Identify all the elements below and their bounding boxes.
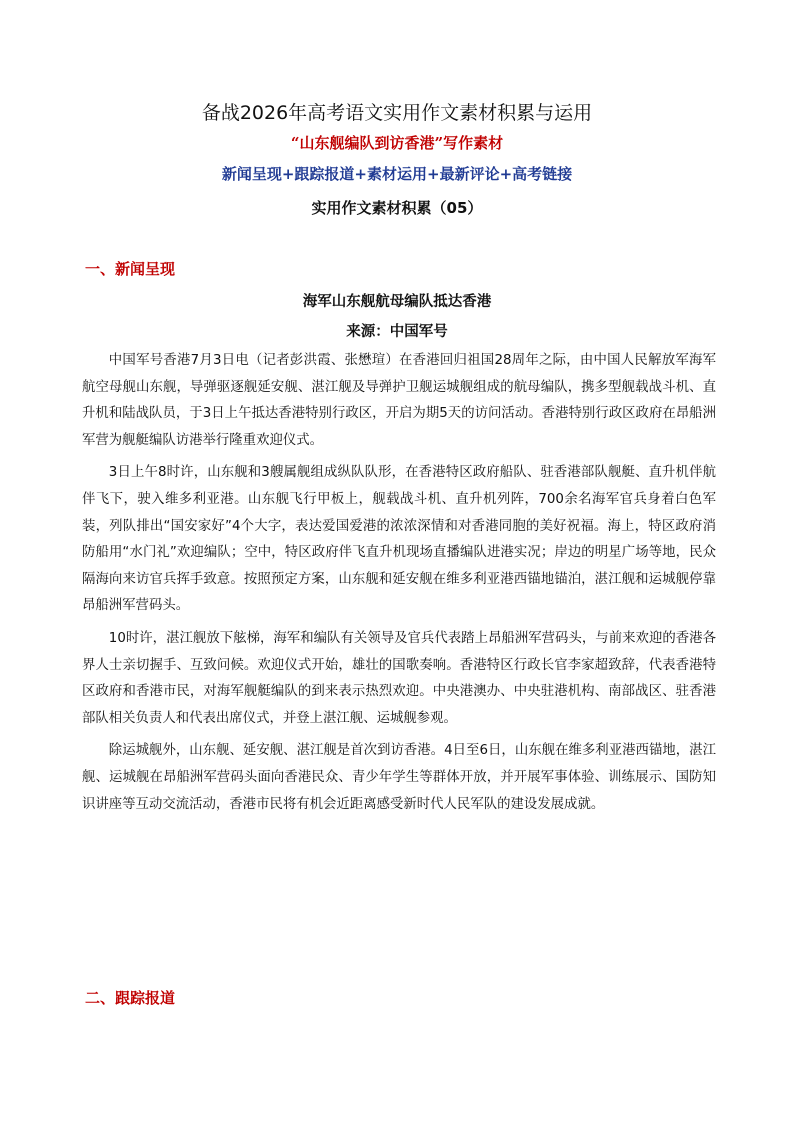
article-body [82, 348, 716, 824]
article-source: 来源：中国军号 [346, 324, 448, 340]
content-outline-line: 新闻呈现+跟踪报道+素材运用+最新评论+高考链接 [221, 165, 573, 183]
article-title: 海军山东舰航母编队抵达香港 [302, 294, 492, 310]
article-paragraph: 3日上午8时许，山东舰和3艘属舰组成纵队队形，在香港特区政府船队、驻香港部队舰艇、直升机伴航伴飞下，驶入维多利亚港。山东舰飞行甲板上，舰载战斗机、直升机列阵，700余名海军官兵身着白色军装，列队排出“国安家好”4个大字，表达爱国爱港的浓浓深情和对香港同胞的美好祝福。海上，特区政府消防船用“水门礼”欢迎编队；空中，特区政府伴飞直升机现场直播编队进港实况；岸边的明星广场等地，民众隔海向来访官兵挥手致意。按照预定方案，山东舰和延安舰在维多利亚港西锚地锚泊，湛江舰和运城舰停靠昂船洲军营码头。 [82, 465, 716, 614]
section-heading-follow-up: 二、跟踪报道 [85, 989, 176, 1007]
article-paragraph: 中国军号香港7月3日电（记者彭洪霞、张懋瑄）在香港回归祖国28周年之际，由中国人民解放军海军航空母舰山东舰，导弹驱逐舰延安舰、湛江舰及导弹护卫舰运城舰组成的航母编队，携多型舰载战斗机、直升机和陆战队员，于3日上午抵达香港特别行政区，开启为期5天的访问活动。香港特别行政区政府在昂船洲军营为舰艇编队访港举行隆重欢迎仪式。 [82, 353, 716, 448]
document-subtitle: “山东舰编队到访香港”写作素材 [290, 134, 504, 152]
document-title: 备战2026年高考语文实用作文素材积累与运用 [201, 102, 593, 124]
series-label: 实用作文素材积累（05） [311, 199, 483, 217]
article-paragraph: 10时许，湛江舰放下舷梯，海军和编队有关领导及官兵代表踏上昂船洲军营码头，与前来欢迎的香港各界人士亲切握手、互致问候。欢迎仪式开始，雄壮的国歌奏响。香港特区行政长官李家超致辞，代表香港特区政府和香港市民，对海军舰艇编队的到来表示热烈欢迎。中央港澳办、中央驻港机构、南部战区、驻香港部队相关负责人和代表出席仪式，并登上湛江舰、运城舰参观。 [82, 630, 716, 726]
article-paragraph: 除运城舰外，山东舰、延安舰、湛江舰是首次到访香港。4日至6日，山东舰在维多利亚港西锚地，湛江舰、运城舰在昂船洲军营码头面向香港民众、青少年学生等群体开放，并开展军事体验、训练展示、国防知识讲座等互动交流活动，香港市民将有机会近距离感受新时代人民军队的建设发展成就。 [82, 743, 716, 812]
section-heading-news: 一、新闻呈现 [85, 260, 176, 278]
